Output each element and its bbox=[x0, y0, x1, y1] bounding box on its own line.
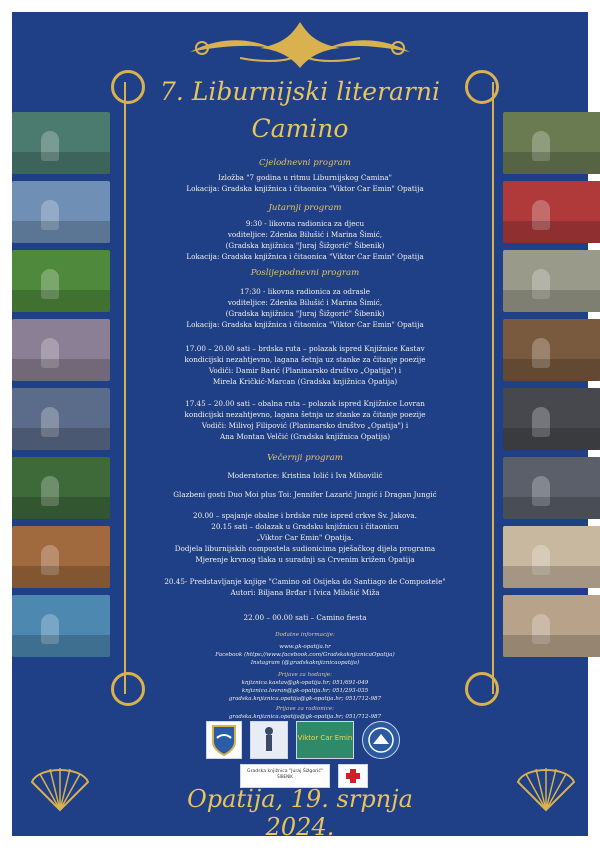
photo-library-interior bbox=[12, 112, 110, 174]
event-line: (Gradska knjižnica "Juraj Šižgorić" Šibenik) bbox=[225, 241, 385, 250]
event-line: Dodjela liburnijskih compostela sudionicima pješačkog dijela programa bbox=[174, 544, 436, 553]
info-prijave-hodanje-header: Prijave za hodanje: bbox=[277, 672, 333, 678]
left-photo-column bbox=[12, 112, 110, 664]
photo-craft-table bbox=[12, 388, 110, 450]
photo-guitar-duo bbox=[503, 457, 600, 519]
info-contact: gradska.knjiznica.opatija@gk-opatija.hr; 051/712-987 bbox=[228, 714, 382, 720]
viktor-logo-text: Viktor Car Emin bbox=[297, 734, 353, 742]
event-line: Lokacija: Gradska knjižnica i čitaonica "Viktor Car Emin" Opatija bbox=[186, 320, 424, 329]
event-line: 9:30 - likovna radionica za djecu bbox=[245, 219, 365, 228]
scallop-shell-icon bbox=[514, 760, 578, 814]
event-line: „Viktor Car Emin" Opatija. bbox=[256, 533, 354, 542]
info-contact: gradska.knjiznica.opatija@gk-opatija.hr; 051/712-987 bbox=[228, 696, 382, 702]
event-line: 20.00 – spajanje obalne i brdske rute ispred crkve Sv. Jakova. bbox=[193, 511, 417, 520]
opatija-coat-of-arms-logo bbox=[206, 721, 242, 759]
scallop-shell-icon bbox=[28, 760, 92, 814]
photo-decor bbox=[503, 595, 600, 657]
event-line: Vodiči: Damir Barić (Planinarsko društvo „Opatija") i bbox=[208, 366, 402, 375]
event-line: kondicijski nezahtjevno, lagana šetnja uz stanke za čitanje poezije bbox=[184, 355, 426, 364]
photo-speaker bbox=[503, 388, 600, 450]
info-contact: knjiznica.kastav@gk-opatija.hr; 051/691-049 bbox=[241, 680, 369, 686]
event-line: Moderatorice: Kristina Iolić i Iva Mihovilić bbox=[227, 471, 383, 480]
event-line: Lokacija: Gradska knjižnica i čitaonica "Viktor Car Emin" Opatija bbox=[186, 252, 424, 261]
photo-hikers bbox=[12, 457, 110, 519]
section-jutarnji: Jutarnji program bbox=[268, 203, 342, 213]
info-prijave-radionice-header: Prijave za radionice: bbox=[275, 706, 335, 712]
event-line: Autori: Biljana Brđar i Ivica Milošić Miža bbox=[230, 588, 380, 597]
photo-crowd-square bbox=[503, 112, 600, 174]
event-line: 17.45 – 20.00 sati – obalna ruta – polazak ispred Knjižnice Lovran bbox=[185, 399, 425, 408]
event-line: 20.45- Predstavljanje knjige "Camino od Osijeka do Santiago de Compostele" bbox=[164, 577, 446, 586]
event-line: Glazbeni gosti Duo Moi plus Toi: Jennifer Lazarić Jungić i Dragan Jungić bbox=[173, 490, 437, 499]
event-line: Ana Montan Velčić (Gradska knjižnica Opatija) bbox=[219, 432, 391, 441]
photo-red-cross bbox=[503, 181, 600, 243]
footer-date: Opatija, 19. srpnja 2024. bbox=[187, 785, 413, 841]
info-instagram-link[interactable]: Instagram (@gradskaknjiznicaopatija) bbox=[250, 660, 360, 666]
event-line: voditeljice: Zdenka Bilušić i Marina Šimić, bbox=[227, 230, 383, 239]
info-facebook-link[interactable]: Facebook (https://www.facebook.com/GradskaknjiznicaOpatija) bbox=[215, 652, 395, 658]
info-header: Dodatne informacije: bbox=[275, 632, 335, 638]
section-vecernji: Večernji program bbox=[267, 453, 343, 463]
info-web-link[interactable]: www.gk-opatija.hr bbox=[279, 644, 331, 650]
photo-workshop bbox=[12, 319, 110, 381]
photo-outdoor-gathering bbox=[503, 250, 600, 312]
event-line: Lokacija: Gradska knjižnica i čitaonica "Viktor Car Emin" Opatija bbox=[186, 184, 424, 193]
right-photo-column bbox=[503, 112, 600, 664]
event-line: 20.15 sati – dolazak u Gradsku knjižnicu i čitaonicu bbox=[211, 522, 399, 531]
photo-room-chairs bbox=[503, 526, 600, 588]
event-line: 17.00 – 20.00 sati – brdska ruta – polazak ispred Knjižnice Kastav bbox=[185, 344, 425, 353]
title-line-1: 7. Liburnijski literarni bbox=[160, 77, 440, 106]
frame-corner-icon bbox=[465, 70, 499, 104]
event-line: kondicijski nezahtjevno, lagana šetnja uz stanke za čitanje poezije bbox=[184, 410, 426, 419]
photo-children-park bbox=[12, 250, 110, 312]
photo-group-harbour bbox=[12, 181, 110, 243]
photo-musicians bbox=[503, 319, 600, 381]
gold-ornament-icon bbox=[180, 18, 420, 72]
event-line: 17:30 - likovna radionica za odrasle bbox=[240, 287, 370, 296]
section-poslijepodnevni: Poslijepodnevni program bbox=[250, 268, 360, 278]
sibenik-logo-city: ŠIBENIK bbox=[277, 774, 293, 779]
circular-seal-logo bbox=[362, 721, 400, 759]
photo-reading bbox=[12, 526, 110, 588]
event-line: Mirela Kričkić-Marcan (Gradska knjižnica Opatija) bbox=[212, 377, 398, 386]
event-line: Mjerenje krvnog tlaka u suradnji sa Crvenim križem Opatija bbox=[195, 555, 415, 564]
section-cjelodnevni: Cjelodnevni program bbox=[259, 158, 351, 168]
event-line: (Gradska knjižnica "Juraj Šižgorić" Šibenik) bbox=[225, 309, 385, 318]
title-line-2: Camino bbox=[251, 114, 349, 143]
event-line: 22.00 – 00.00 sati – Camino fiesta bbox=[243, 613, 367, 622]
event-line: voditeljice: Zdenka Bilušić i Marina Šimić, bbox=[227, 298, 383, 307]
event-line: Vodiči: Milivoj Filipović (Planinarsko društvo „Opatija") i bbox=[201, 421, 409, 430]
viktor-car-emin-logo bbox=[296, 721, 354, 759]
info-contact: knjiznica.lovran@gk-opatija.hr; 051/293-035 bbox=[241, 688, 369, 694]
event-line: Izložba "7 godina u ritmu Liburnijskog Camina" bbox=[218, 173, 392, 182]
statue-logo bbox=[250, 721, 288, 759]
sibenik-logo-title: Gradska knjižnica "Juraj Šižgorić" bbox=[247, 769, 323, 774]
photo-kids-painting bbox=[12, 595, 110, 657]
